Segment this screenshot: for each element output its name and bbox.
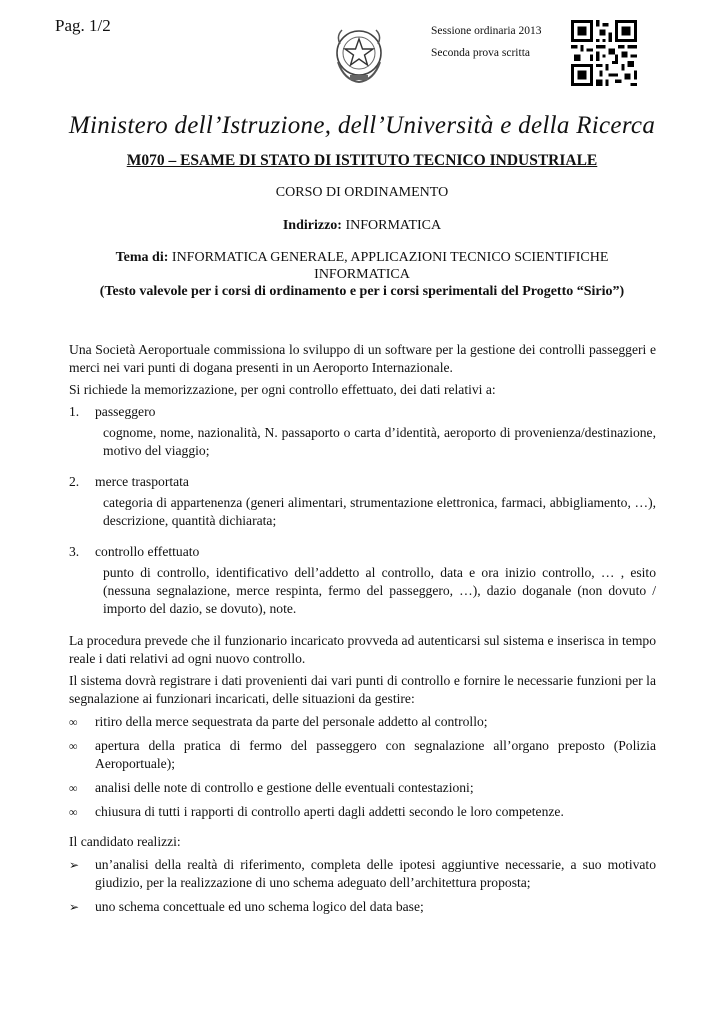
situation-item (69, 737, 656, 773)
candidate-paragraph: Il candidato realizzi: (69, 834, 181, 849)
qr-code-icon (571, 20, 637, 86)
theme-line-1: INFORMATICA GENERALE, APPLICAZIONI TECNICO SCIENTIFICHE (171, 250, 609, 265)
italian-republic-emblem-icon (330, 22, 388, 86)
item-description: cognome, nome, nazionalità, N. passaporto o carta d’identità, aeroporto di provenienza/destinazione, motivo del viaggio; (103, 425, 656, 458)
task-text: uno schema concettuale ed uno schema logico del data base; (95, 899, 424, 914)
system-paragraph: Il sistema dovrà registrare i dati provenienti dai vari punti di controllo e fornire le necessarie funzioni per la segnalazione ai funzionari incaricati, delle situazioni da gestire: (69, 673, 656, 706)
theme-line-2: INFORMATICA (314, 267, 410, 282)
situation-text: ritiro della merce sequestrata da parte del personale addetto al controllo; (95, 714, 488, 729)
exam-title: M070 – ESAME DI STATO DI ISTITUTO TECNICO INDUSTRIALE (126, 152, 598, 169)
session-label: Sessione ordinaria 2013 (431, 25, 542, 37)
infinity-bullet-icon: ∞ (69, 739, 78, 753)
item-title: merce trasportata (95, 474, 189, 489)
arrow-bullet-icon: ➢ (69, 858, 80, 872)
list-item (69, 543, 656, 618)
ministry-heading: Ministero dell’Istruzione, dell’Università e della Ricerca (68, 112, 656, 139)
item-number: 3. (69, 544, 80, 559)
situation-item (69, 713, 656, 731)
theme-label: Tema di: (115, 250, 169, 265)
item-title: passeggero (95, 404, 156, 419)
item-number: 2. (69, 474, 80, 489)
course-label: CORSO DI ORDINAMENTO (275, 185, 449, 200)
address-value: INFORMATICA (345, 218, 442, 233)
theme-block (0, 249, 724, 283)
list-item (69, 473, 656, 530)
page-number: Pag. 1/2 (55, 16, 111, 35)
situation-item (69, 803, 656, 821)
list-item (69, 403, 656, 460)
exam-body (69, 341, 656, 916)
situation-text: chiusura di tutti i rapporti di controllo aperti dagli addetti secondo le loro competenze. (95, 804, 564, 819)
item-number: 1. (69, 404, 80, 419)
infinity-bullet-icon: ∞ (69, 715, 78, 729)
situation-text: analisi delle note di controllo e gestione delle eventuali contestazioni; (95, 780, 474, 795)
valid-note: (Testo valevole per i corsi di ordinamento e per i corsi sperimentali del Progetto “Sirio”) (99, 284, 625, 299)
infinity-bullet-icon: ∞ (69, 805, 78, 819)
situation-text: apertura della pratica di fermo del passeggero con segnalazione all’organo preposto (Polizia Aeroportuale); (95, 738, 656, 771)
situation-item (69, 779, 656, 797)
task-item (69, 856, 656, 892)
address-line (0, 218, 724, 234)
task-item (69, 898, 656, 916)
request-paragraph: Si richiede la memorizzazione, per ogni controllo effettuato, dei dati relativi a: (69, 382, 496, 397)
arrow-bullet-icon: ➢ (69, 900, 80, 914)
procedure-paragraph: La procedura prevede che il funzionario incaricato provveda ad autenticarsi sul sistema e inserisca in tempo reale i dati relativi ad ogni nuovo controllo. (69, 633, 656, 666)
item-description: categoria di appartenenza (generi alimentari, strumentazione elettronica, farmaci, abbigliamento, …), descrizione, quantità dichiarata; (103, 495, 656, 528)
infinity-bullet-icon: ∞ (69, 781, 78, 795)
test-label: Seconda prova scritta (431, 47, 530, 59)
intro-paragraph: Una Società Aeroportuale commissiona lo sviluppo di un software per la gestione dei controlli passeggeri e merci nei vari punti di dogana presenti in un Aeroporto Internazionale. (69, 342, 656, 375)
task-text: un’analisi della realtà di riferimento, completa delle ipotesi aggiuntive necessarie, a suo motivato giudizio, per la realizzazione di uno schema adeguato dell’architettura proposta; (95, 857, 656, 890)
address-label: Indirizzo: (282, 218, 342, 233)
item-description: punto di controllo, identificativo dell’addetto al controllo, data e ora inizio controllo, … , esito (nessuna segnalazione, merce respinta, fermo del passeggero, …), dazio doganale (non dovuto / importo del dazio, se dovuto), note. (103, 565, 656, 616)
item-title: controllo effettuato (95, 544, 200, 559)
